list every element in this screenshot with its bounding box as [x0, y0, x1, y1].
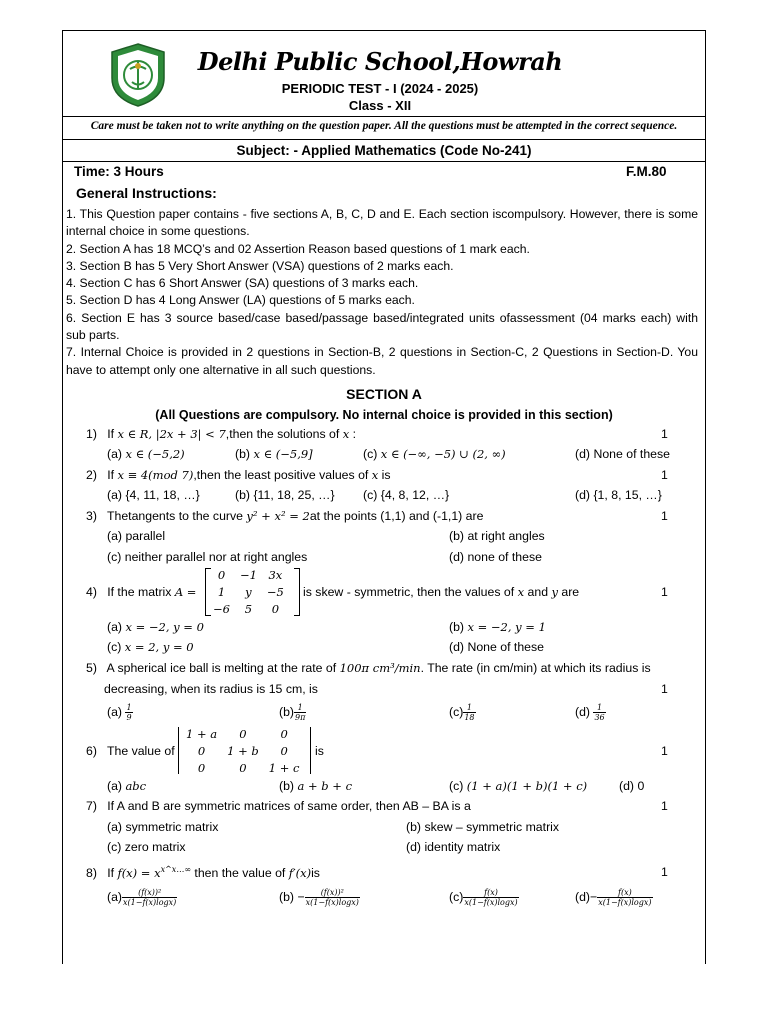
section-title: SECTION A: [346, 386, 422, 402]
page-border: [62, 30, 706, 31]
divider: [62, 116, 706, 117]
question-marks: 1: [661, 744, 668, 758]
option-c: (c) x = 2, y = 0: [107, 640, 194, 654]
question-marks: 1: [661, 682, 668, 696]
question-8: 8) If $f(x) = x^{x\^{}x\dots\infty}$ then the value of f′(x)is: [86, 865, 320, 881]
question-4: 4) If the matrix A =: [86, 585, 197, 599]
option-b: (b) skew – symmetric matrix: [406, 820, 560, 834]
option-c: (c) {4, 8, 12, …}: [363, 488, 450, 502]
care-note: Care must be taken not to write anything on the question paper. All the questions must be attempted in the correct sequence.: [90, 120, 678, 132]
option-b: (b) $\frac{1}{9\pi}$: [279, 703, 306, 722]
option-b: (b) x ∈ (−5,9]: [235, 447, 313, 461]
exam-title: PERIODIC TEST - I (2024 - 2025): [281, 81, 479, 96]
option-a: (a) $\frac{\text{(f(x))²}}{x(1-f(x)\log x)}$: [107, 888, 177, 907]
option-d: (d) 0: [619, 779, 645, 793]
subject-title: Subject: - Applied Mathematics (Code No-241): [236, 143, 532, 158]
question-3: 3) Thetangents to the curve y² + x² = 2at the points (1,1) and (-1,1) are: [86, 509, 484, 523]
divider: [62, 161, 706, 162]
option-a: (a) x = −2, y = 0: [107, 620, 204, 634]
question-6-tail: is: [315, 744, 324, 758]
question-marks: 1: [661, 427, 668, 441]
option-d: (d) None of these: [575, 447, 671, 461]
option-c: (c) $\frac{f(x)}{x(1-f(x)\log x)}$: [449, 888, 518, 907]
question-marks: 1: [661, 799, 668, 813]
question-7: 7) If A and B are symmetric matrices of same order, then AB – BA is a: [86, 799, 471, 813]
matrix-bracket-right: [294, 568, 300, 616]
option-a: (a) {4, 11, 18, …}: [107, 488, 200, 502]
question-6: 6) The value of: [86, 744, 175, 758]
instruction-item: 2. Section A has 18 MCQ’s and 02 Assertion Reason based questions of 1 mark each.: [66, 241, 530, 256]
option-a: (a) x ∈ (−5,2): [107, 447, 185, 461]
option-d: (d) $\frac{1}{36}$: [575, 703, 605, 722]
page-border: [705, 30, 706, 964]
option-b: (b) {11, 18, 25, …}: [235, 488, 335, 502]
option-c: (c) (1 + a)(1 + b)(1 + c): [449, 779, 588, 793]
instructions-title: General Instructions:: [76, 185, 217, 201]
page-border: [62, 30, 63, 964]
option-c: (c) zero matrix: [107, 840, 186, 854]
determinant: 1 + a 0 0 0 1 + b 0 0 0 1 + c: [186, 727, 300, 775]
option-c: (c) $\frac{1}{18}$: [449, 703, 475, 722]
option-d: (d)− $\frac{f(x)}{x(1-f(x)\log x)}$: [575, 888, 652, 907]
option-b: (b) x = −2, y = 1: [449, 620, 546, 634]
option-a: (a) abc: [107, 779, 147, 793]
time-allowed: Time: 3 Hours: [74, 164, 164, 179]
section-subtitle: (All Questions are compulsory. No internal choice is provided in this section): [155, 408, 613, 422]
instruction-item: 4. Section C has 6 Short Answer (SA) questions of 3 marks each.: [66, 276, 419, 291]
question-1: 1) If x ∈ R, |2x + 3| < 7,then the solutions of x :: [86, 427, 357, 441]
option-d: (d) none of these: [449, 550, 542, 564]
option-a: (a) parallel: [107, 529, 166, 543]
instruction-item: 1. This Question paper contains - five sections A, B, C, D and E. Each section iscompulsory. However, there is some internal choice in some questions.: [66, 207, 698, 239]
class-title: Class - XII: [348, 98, 412, 113]
determinant-bar-right: [310, 727, 311, 774]
instruction-item: 6. Section E has 3 source based/case based/passage based/integrated units ofassessment (04 marks each) with sub parts.: [66, 310, 698, 343]
option-b: (b) at right angles: [449, 529, 545, 543]
instruction-item: 3. Section B has 5 Very Short Answer (VSA) questions of 2 marks each.: [66, 258, 454, 273]
option-c: (c) neither parallel nor at right angles: [107, 550, 308, 564]
instruction-item: 5. Section D has 4 Long Answer (LA) questions of 5 marks each.: [66, 293, 415, 308]
divider: [62, 139, 706, 140]
question-2: 2) If x ≡ 4(mod 7),then the least positive values of x is: [86, 468, 391, 482]
question-marks: 1: [661, 865, 668, 879]
question-5: 5) A spherical ice ball is melting at the rate of 100π cm³/min. The rate (in cm/min) at which its radius is: [86, 661, 651, 675]
full-marks: F.M.80: [626, 164, 667, 179]
question-marks: 1: [661, 509, 668, 523]
option-d: (d) identity matrix: [406, 840, 501, 854]
question-marks: 1: [661, 585, 668, 599]
option-a: (a) $\frac{1}{9}$: [107, 703, 132, 722]
question-marks: 1: [661, 468, 668, 482]
instructions-list: [66, 206, 698, 379]
matrix: 0 −1 3x 1 y −5 −6 5 0: [213, 568, 284, 616]
option-c: (c) x ∈ (−∞, −5) ∪ (2, ∞): [363, 447, 506, 461]
question-4-tail: is skew - symmetric, then the values of x and y are: [303, 585, 580, 599]
option-d: (d) None of these: [449, 640, 545, 654]
option-b: (b) a + b + c: [279, 779, 353, 793]
option-a: (a) symmetric matrix: [107, 820, 219, 834]
instruction-item: 7. Internal Choice is provided in 2 questions in Section-B, 2 questions in Section-C, 2 Questions in Section-D. You have to attempt only one alternative in all such questions.: [66, 345, 698, 377]
determinant-bar-left: [178, 727, 179, 774]
option-d: (d) {1, 8, 15, …}: [575, 488, 662, 502]
school-name: Delhi Public School,Howrah: [197, 47, 563, 76]
option-b: (b) − $\frac{\text{(f(x))²}}{x(1-f(x)\log x)}$: [279, 888, 359, 907]
question-5-line2: decreasing, when its radius is 15 cm, is: [104, 682, 318, 696]
